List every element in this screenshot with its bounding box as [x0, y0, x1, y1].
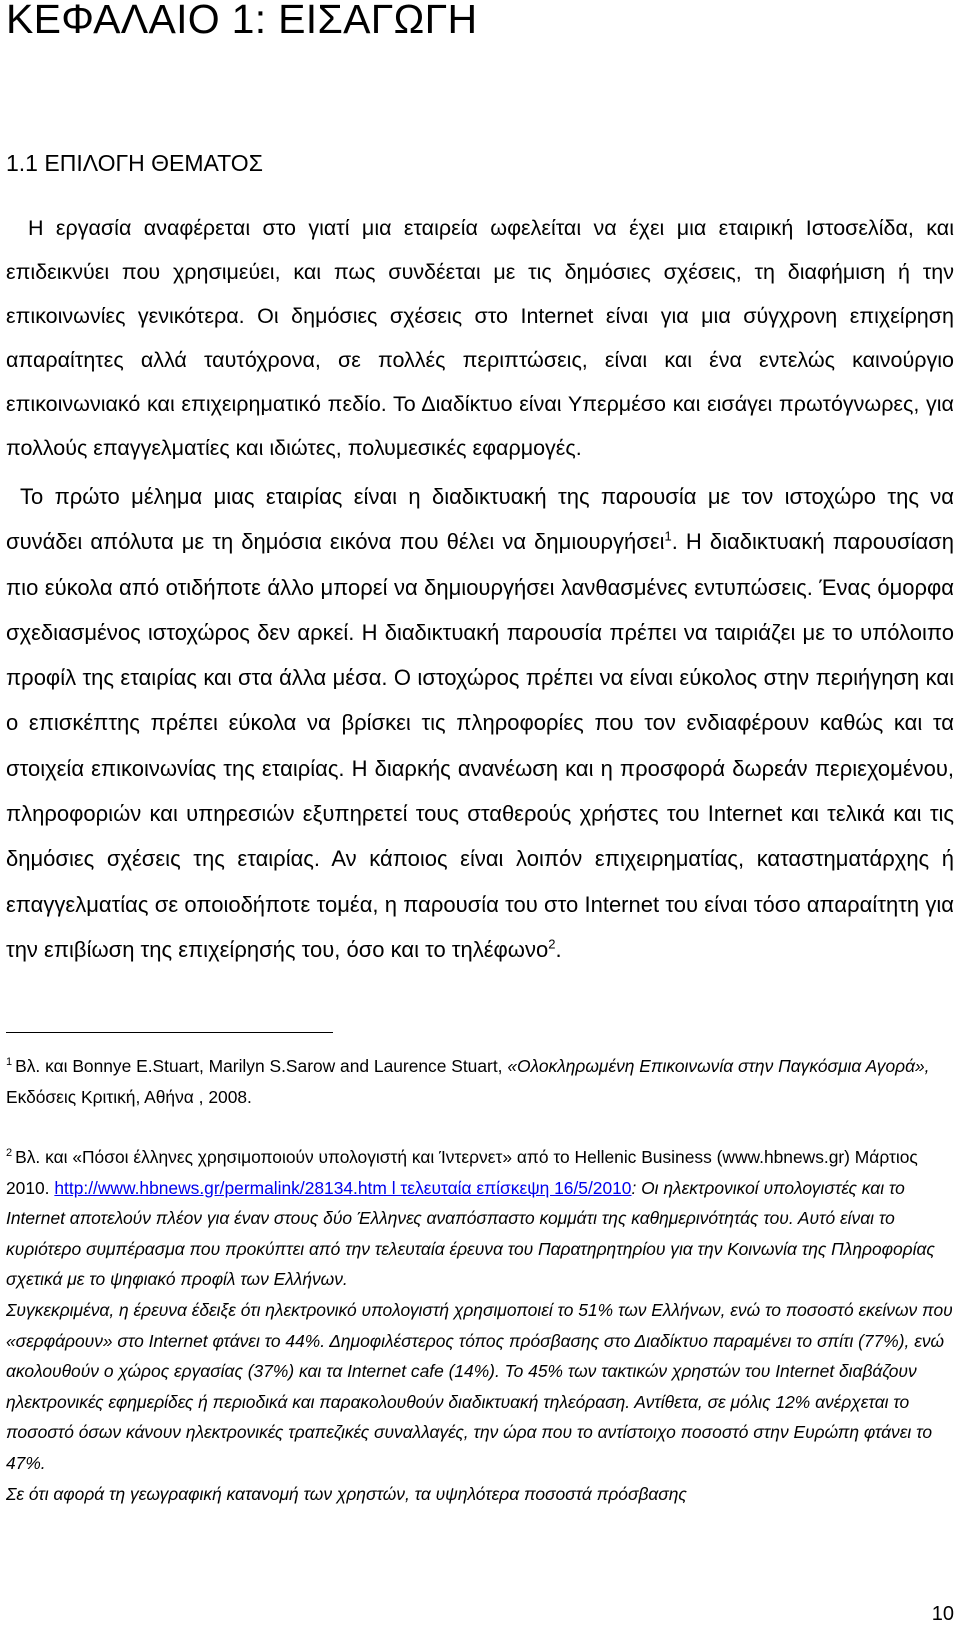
footnote-2-link[interactable]: http://www.hbnews.gr/permalink/28134.htm l τελευταία επίσκεψη 16/5/2010 [54, 1177, 632, 1198]
paragraph-2-text-c: . [555, 936, 562, 962]
footnote-ref-2[interactable]: 2 [548, 936, 556, 952]
footnote-1-book-title: «Ολοκληρωμένη Επικοινωνία στην Παγκόσμια Αγορά», [507, 1056, 930, 1076]
footnote-ref-1[interactable]: 1 [664, 528, 672, 544]
paragraph-2-text-b: . Η διαδικτυακή παρουσίαση πιο εύκολα από οτιδήποτε άλλο μπορεί να δημιουργήσει λανθασμένες εντυπώσεις. Ένας όμορφα σχεδιασμένος ιστοχώρος δεν αρκεί. Η διαδικτυακή παρουσία πρέπει να ταιριάζει με το υπόλοιπο προφίλ της εταιρίας και στα άλλα μέσα. Ο ιστοχώρος πρέπει να είναι εύκολος στην περιήγηση και ο επισκέπτης πρέπει εύκολα να βρίσκει τις πληροφορίες που τον ενδιαφέρουν καθώς και τα στοιχεία επικοινωνίας της εταιρίας. Η διαρκής ανανέωση και η προσφορά δωρεάν περιεχομένου, πληροφοριών και υπηρεσιών εξυπηρετεί τους σταθερούς χρήστες του Internet και τελικά και τις δημόσιες σχέσεις της εταιρίας. Αν κάποιος είναι λοιπόν επιχειρηματίας, καταστηματάρχης ή επαγγελματίας σε οποιοδήποτε τομέα, η παρουσία του στο Internet του είναι τόσο απαραίτητη για την επιβίωση της επιχείρησής του, όσο και το τηλέφωνο [6, 529, 954, 962]
chapter-title: ΚΕΦΑΛΑΙΟ 1: ΕΙΣΑΓΩΓΗ [6, 0, 478, 42]
footnote-1-text: Βλ. και Bonnye E.Stuart, Marilyn S.Sarow and Laurence Stuart, [15, 1056, 508, 1076]
footnote-2-quote-3: Σε ότι αφορά τη γεωγραφική κατανομή των χρηστών, τα υψηλότερα ποσοστά πρόσβασης [6, 1483, 687, 1504]
footnote-1-number: 1 [6, 1056, 13, 1068]
footnote-2-number: 2 [6, 1147, 13, 1159]
footnote-1-publisher: Εκδόσεις Κριτική, Αθήνα , 2008. [6, 1086, 252, 1107]
footnote-2-text: Βλ. και «Πόσοι έλληνες χρησιμοποιούν υπολογιστή και Ίντερνετ» από το Hellenic Business (www.hbnews.gr) Μάρτιος 2010. [6, 1147, 918, 1198]
page-number: 10 [931, 1603, 954, 1625]
section-title: 1.1 ΕΠΙΛΟΓΗ ΘΕΜΑΤΟΣ [6, 150, 263, 176]
paragraph-2-text-a: Το πρώτο μέλημα μιας εταιρίας είναι η διαδικτυακή της παρουσία με τον ιστοχώρο της να συνάδει απόλυτα με τη δημόσια εικόνα που θέλει να δημιουργήσει [6, 484, 954, 555]
paragraph-2 [6, 474, 954, 972]
footnote-2-quote-2: Συγκεκριμένα, η έρευνα έδειξε ότι ηλεκτρονικό υπολογιστή χρησιμοποιεί το 51% των Ελλήνων, ενώ το ποσοστό εκείνων που «σερφάρουν» στο Internet φτάνει το 44%. Δημοφιλέστερος τόπος πρόσβασης στο Διαδίκτυο παραμένει το σπίτι (77%), ενώ ακολουθούν ο χώρος εργασίας (37%) και τα Internet cafe (14%). Το 45% των τακτικών χρηστών του Internet διαβάζουν ηλεκτρονικές εφημερίδες ή περιοδικά και παρακολουθούν διαδικτυακή τηλεόραση. Αντίθετα, σε μόλις 12% ανέρχεται το ποσοστό όσων κάνουν ηλεκτρονικές τραπεζικές συναλλαγές, την ώρα που το αντίστοιχο ποσοστό στην Ευρώπη φτάνει το 47%. [6, 1299, 953, 1473]
footnote-separator [6, 1032, 333, 1033]
footnote-1 [6, 1051, 954, 1112]
footnote-2 [6, 1142, 954, 1509]
paragraph-1: Η εργασία αναφέρεται στο γιατί μια εταιρεία ωφελείται να έχει μια εταιρική Ιστοσελίδα, και επιδεικνύει που χρησιμεύει, και πως συνδέεται με τις δημόσιες σχέσεις, τη διαφήμιση ή την επικοινωνίες γενικότερα. Οι δημόσιες σχέσεις στο Internet είναι για μια σύγχρονη επιχείρηση απαραίτητες αλλά ταυτόχρονα, σε πολλές περιπτώσεις, είναι και ένα εντελώς καινούργιο επικοινωνιακό και επιχειρηματικό πεδίο. Το Διαδίκτυο είναι Υπερμέσο και εισάγει πρωτόγνωρες, για πολλούς επαγγελματίες και ιδιώτες, πολυμεσικές εφαρμογές. [6, 216, 954, 460]
footnote-2-quote-1: : Οι ηλεκτρονικοί υπολογιστές και το Internet αποτελούν πλέον για έναν στους δύο Έλληνες αναπόσπαστο κομμάτι της καθημερινότητάς του. Αυτό είναι το κυριότερο συμπέρασμα που προκύπτει από την τελευταία έρευνα του Παρατηρητηρίου για την Κοινωνία της Πληροφορίας σχετικά με το ψηφιακό προφίλ των Ελλήνων. [6, 1177, 935, 1290]
